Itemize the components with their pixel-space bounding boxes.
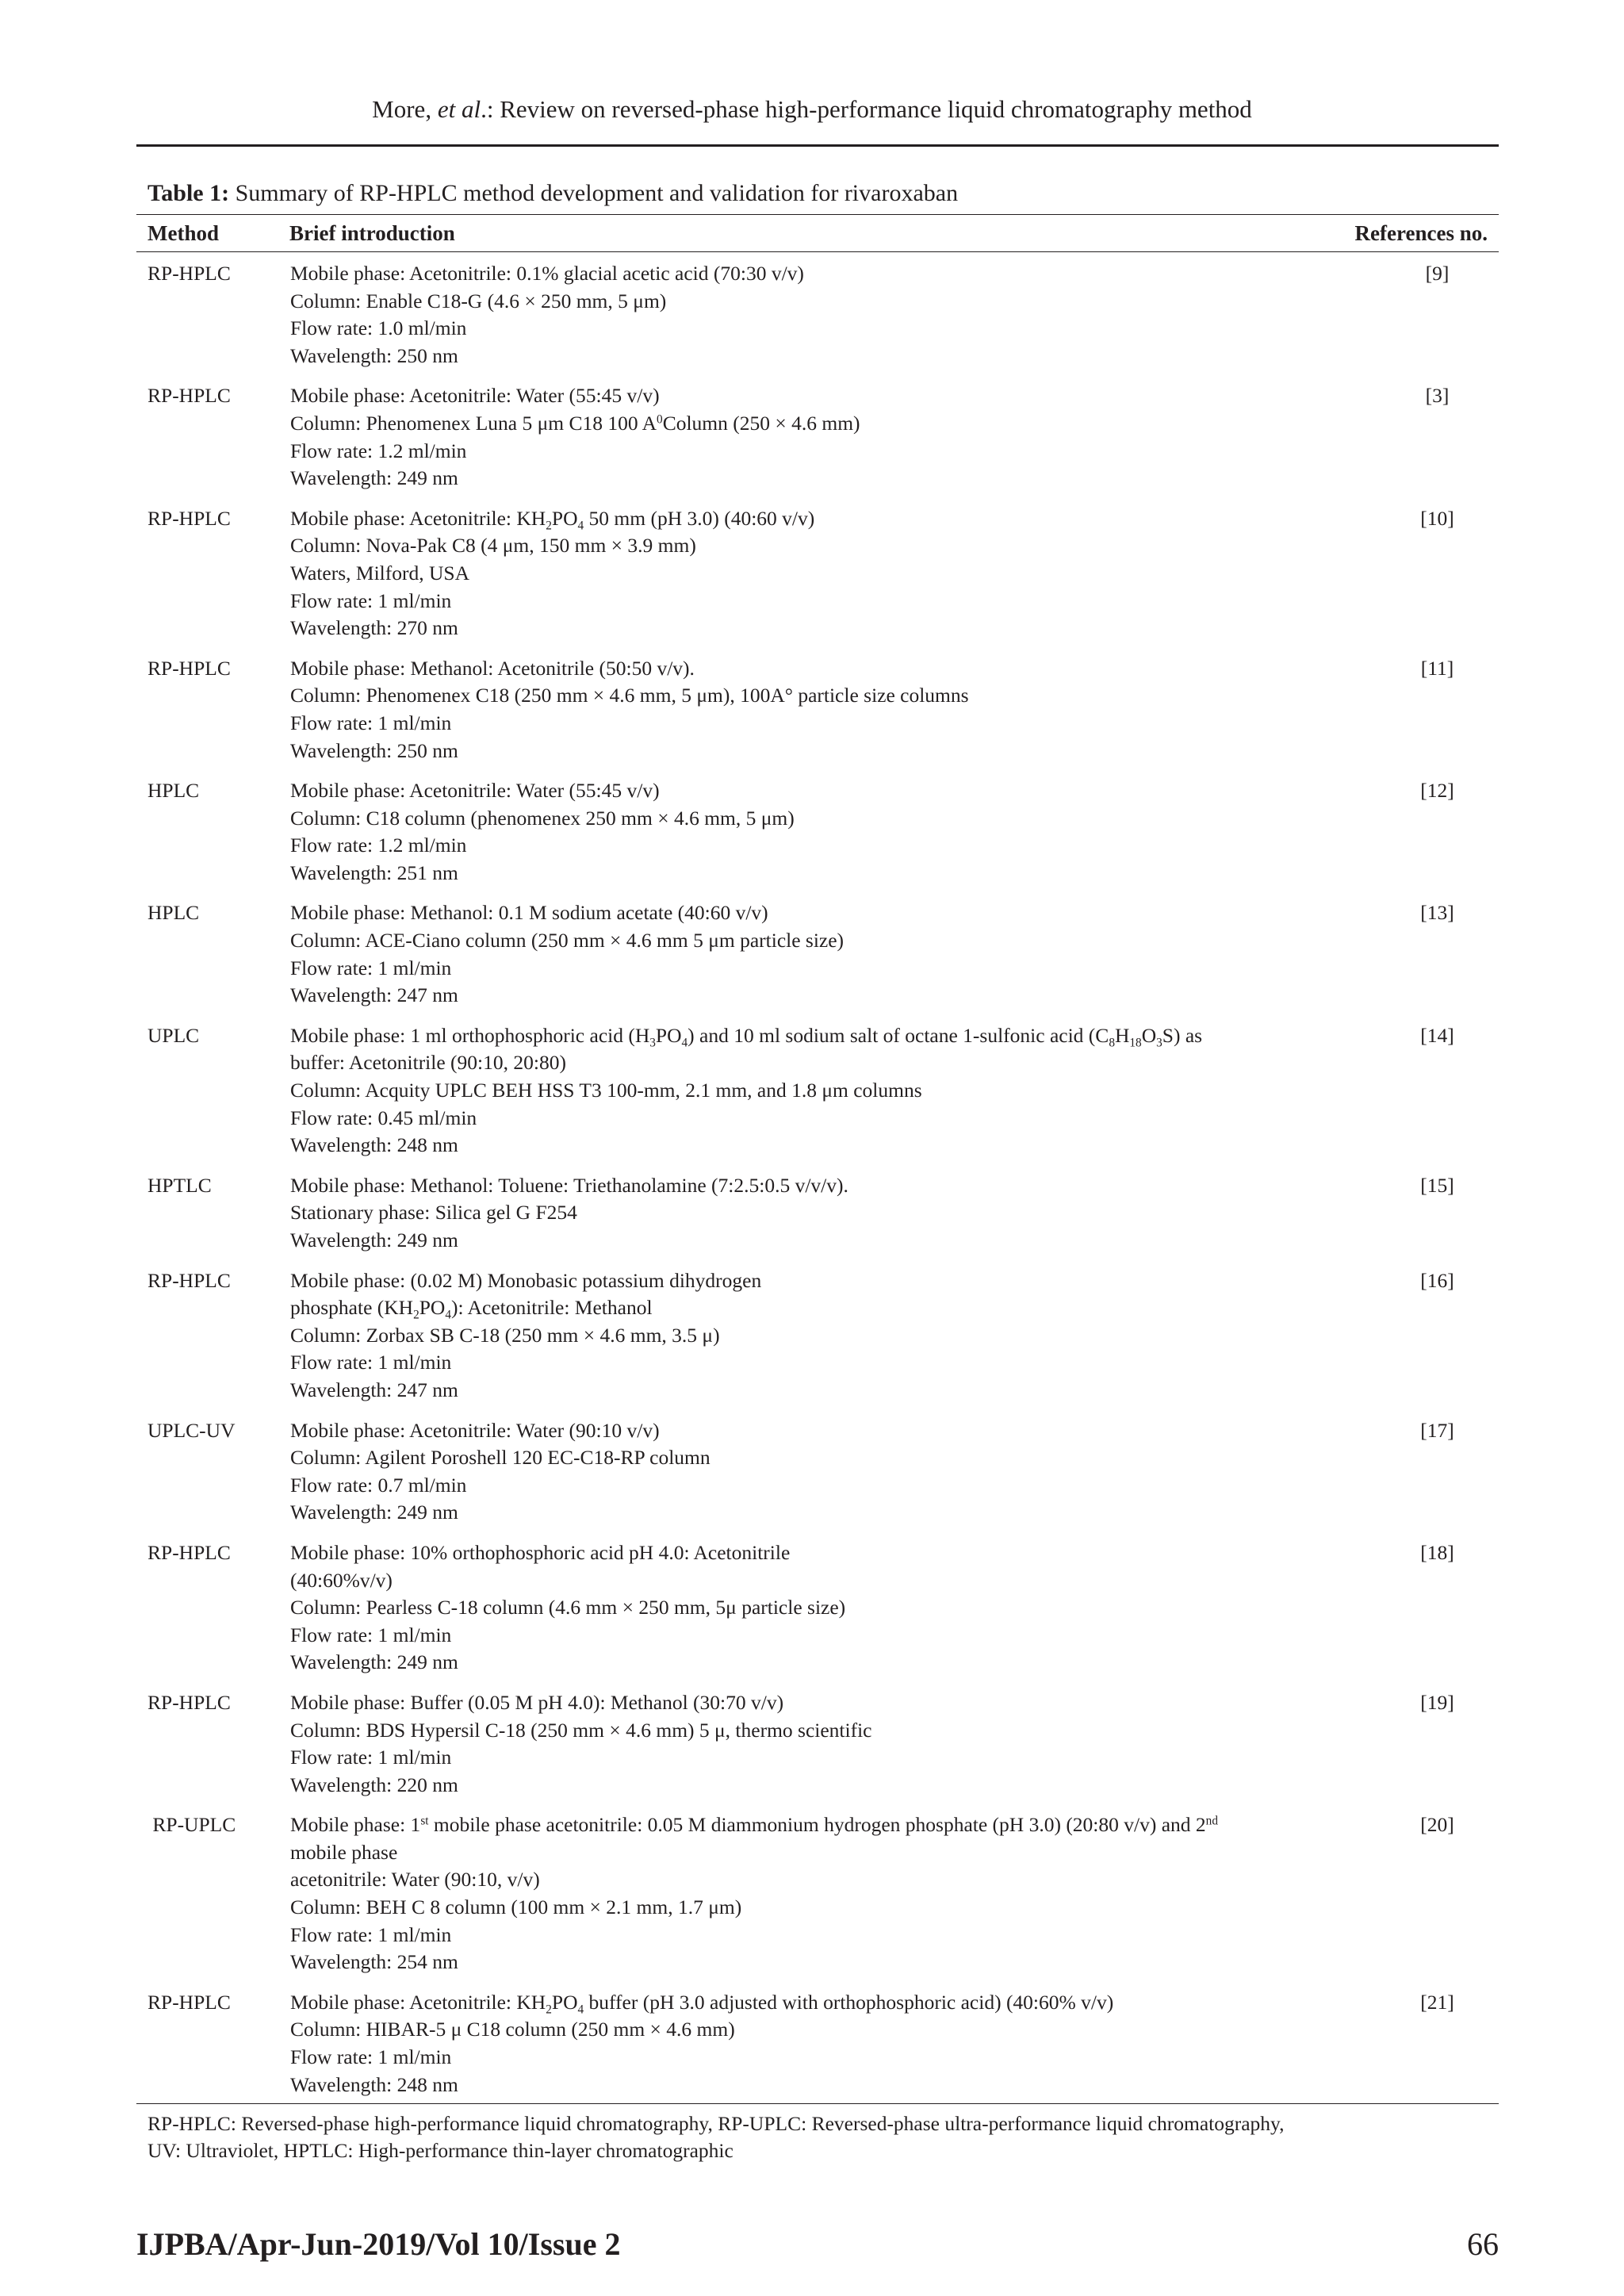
reference-cell: [13]	[1420, 901, 1454, 925]
introduction-line: Mobile phase: 1st mobile phase acetonitrile: 0.05 M diammonium hydrogen phosphate (pH 3.0) (20:80 v/v) and 2nd	[290, 1813, 1218, 1837]
table-row	[136, 1412, 1499, 1535]
introduction-line: Column: Zorbax SB C-18 (250 mm × 4.6 mm, 3.5 μ)	[290, 1323, 720, 1347]
method-cell: RP-HPLC	[147, 1540, 231, 1564]
introduction-line: Mobile phase: Methanol: Toluene: Triethanolamine (7:2.5:0.5 v/v/v).	[290, 1173, 848, 1197]
introduction-line: Flow rate: 1 ml/min	[290, 1922, 452, 1946]
introduction-line: Column: C18 column (phenomenex 250 mm × 4.6 mm, 5 μm)	[290, 806, 795, 830]
introduction-line: Wavelength: 254 nm	[290, 1950, 458, 1974]
introduction-line: Flow rate: 1 ml/min	[290, 711, 452, 734]
brief-introduction-cell	[289, 1018, 1305, 1167]
introduction-line: Flow rate: 1 ml/min	[290, 956, 452, 979]
column-header-intro: Brief introduction	[289, 215, 1305, 252]
method-cell: RP-HPLC	[136, 1984, 289, 2104]
introduction-line: Flow rate: 0.45 ml/min	[290, 1106, 477, 1129]
reference-cell: [21]	[1305, 1984, 1499, 2104]
introduction-line: phosphate $(KH_2PO_4)$: Acetonitrile: Methanol	[290, 1296, 653, 1322]
introduction-line: Wavelength: 270 nm	[290, 616, 458, 640]
reference-cell: [3]	[1425, 384, 1450, 408]
header-title: .: Review on reversed-phase high-performance liquid chromatography method	[481, 95, 1252, 123]
introduction-line: Mobile phase: Acetonitrile: Water (55:45 v/v)	[290, 384, 660, 408]
introduction-line: Mobile phase: Acetonitrile: Water (55:45 v/v)	[290, 779, 660, 803]
introduction-line: Mobile phase: Methanol: Acetonitrile (50:50 v/v).	[290, 656, 695, 680]
brief-introduction-cell	[289, 895, 1305, 1017]
caption-text: Summary of RP-HPLC method development and validation for rivaroxaban	[229, 180, 959, 206]
introduction-line: Column: Pearless C-18 column (4.6 mm × 250 mm, 5μ particle size)	[290, 1596, 846, 1619]
reference-cell: [10]	[1420, 506, 1454, 530]
introduction-line: mobile phase	[290, 1840, 398, 1864]
introduction-line: Wavelength: 250 nm	[290, 343, 458, 367]
header-authors: More,	[372, 95, 438, 123]
introduction-line: Column: BEH C 8 column (100 mm × 2.1 mm, 1.7 μm)	[290, 1895, 742, 1919]
introduction-line: Flow rate: 1.2 ml/min	[290, 439, 467, 462]
introduction-line: Flow rate: 1.2 ml/min	[290, 834, 467, 857]
introduction-line: Flow rate: 1 ml/min	[290, 1623, 452, 1646]
introduction-line: Mobile phase: Acetonitrile: Water (90:10 v/v)	[290, 1418, 660, 1442]
introduction-line: Mobile phase: Acetonitrile: $KH_2PO_4$ 50 mm (pH 3.0) (40:60 v/v)	[290, 506, 815, 533]
table-header-row	[136, 215, 1499, 252]
introduction-line: Mobile phase: 1 ml orthophosphoric acid $(H_3PO_4)$ and 10 ml sodium salt of octane 1-sulfonic acid $(C_8H_{18}O_3S)$ as	[290, 1023, 1203, 1050]
introduction-line: Wavelength: 220 nm	[290, 1773, 458, 1796]
method-cell: RP-HPLC	[147, 384, 231, 408]
reference-cell: [16]	[1420, 1268, 1454, 1292]
method-cell: HPLC	[147, 901, 200, 925]
introduction-line: Wavelength: 249 nm	[290, 466, 458, 490]
introduction-line: Wavelength: 249 nm	[290, 1650, 458, 1674]
reference-cell: [9]	[1425, 262, 1450, 285]
brief-introduction-cell	[289, 1167, 1305, 1263]
brief-introduction-cell	[289, 252, 1305, 378]
introduction-line: Wavelength: 247 nm	[290, 983, 458, 1007]
method-cell: HPTLC	[147, 1173, 212, 1197]
brief-introduction-cell	[289, 500, 1305, 650]
introduction-line: (40:60%v/v)	[290, 1568, 393, 1592]
header-rule	[136, 144, 1499, 147]
introduction-line: Column: ACE-Ciano column (250 mm × 4.6 mm 5 μm particle size)	[290, 929, 845, 953]
method-cell: RP-HPLC	[147, 262, 231, 285]
method-cell: HPLC	[147, 779, 200, 803]
table-row	[136, 500, 1499, 650]
reference-cell: [20]	[1420, 1813, 1454, 1837]
table-row	[136, 895, 1499, 1017]
method-cell: RP-HPLC	[147, 1690, 231, 1714]
brief-introduction-cell	[289, 1984, 1305, 2104]
introduction-line: Mobile phase: 10% orthophosphoric acid pH 4.0: Acetonitrile	[290, 1540, 791, 1564]
introduction-line: Wavelength: 248 nm	[290, 2072, 458, 2096]
introduction-line: Column: Phenomenex C18 (250 mm × 4.6 mm, 5 μm), 100A° particle size columns	[290, 684, 969, 707]
table-row	[136, 378, 1499, 500]
introduction-line: Flow rate: 1 ml/min	[290, 588, 452, 612]
page-number: 66	[1467, 2226, 1499, 2262]
introduction-line: Column: Phenomenex Luna 5 μm C18 100 $A^0Column$ (250 × 4.6 mm)	[290, 411, 860, 435]
table-caption	[136, 178, 1499, 209]
brief-introduction-cell	[289, 1412, 1305, 1535]
abbreviations-note	[136, 2110, 1499, 2164]
introduction-line: buffer: Acetonitrile (90:10, 20:80)	[290, 1051, 566, 1075]
table-row	[136, 1263, 1499, 1412]
introduction-line: Column: Enable C18-G (4.6 × 250 mm, 5 μm)	[290, 289, 667, 312]
table-row	[136, 252, 1499, 378]
reference-cell: [17]	[1420, 1418, 1454, 1442]
introduction-line: Mobile phase: Acetonitrile: $KH_2PO_4$ buffer (pH 3.0 adjusted with orthophosphoric acid) (40:60% v/v)	[290, 1990, 1114, 2017]
table-body	[136, 252, 1499, 2104]
brief-introduction-cell	[289, 772, 1305, 895]
introduction-line: Stationary phase: Silica gel G F254	[290, 1201, 577, 1225]
introduction-line: Waters, Milford, USA	[290, 561, 470, 585]
method-cell: RP-UPLC	[147, 1813, 236, 1837]
table-row	[136, 1535, 1499, 1685]
introduction-line: Column: HIBAR-5 μ C18 column (250 mm × 4.6 mm)	[290, 2018, 735, 2041]
brief-introduction-cell	[289, 1685, 1305, 1807]
abbreviations-line: UV: Ultraviolet, HPTLC: High-performance thin-layer chromatographic	[147, 2139, 733, 2163]
introduction-line: Column: Agilent Poroshell 120 EC-C18-RP column	[290, 1446, 710, 1470]
introduction-line: Flow rate: 1 ml/min	[290, 2045, 452, 2069]
table-row	[136, 1685, 1499, 1807]
brief-introduction-cell	[289, 1535, 1305, 1685]
reference-cell: [19]	[1420, 1690, 1454, 1714]
introduction-line: acetonitrile: Water (90:10, v/v)	[290, 1868, 540, 1892]
table-row	[136, 1807, 1499, 1984]
running-header	[0, 94, 1624, 125]
brief-introduction-cell	[289, 1263, 1305, 1412]
table-row	[136, 1984, 1499, 2104]
introduction-line: Wavelength: 247 nm	[290, 1378, 458, 1401]
introduction-line: Wavelength: 251 nm	[290, 861, 458, 884]
reference-cell: [14]	[1420, 1023, 1454, 1047]
introduction-line: Flow rate: 1.0 ml/min	[290, 316, 467, 340]
method-cell: UPLC	[147, 1023, 200, 1047]
introduction-line: Flow rate: 0.7 ml/min	[290, 1473, 467, 1497]
method-cell: UPLC-UV	[147, 1418, 236, 1442]
introduction-line: Wavelength: 248 nm	[290, 1133, 458, 1157]
abbreviations-line: RP-HPLC: Reversed-phase high-performance liquid chromatography, RP-UPLC: Reversed-phase ultra-performance liquid chromatography,	[147, 2112, 1285, 2136]
introduction-line: Flow rate: 1 ml/min	[290, 1351, 452, 1374]
brief-introduction-cell	[289, 650, 1305, 772]
introduction-line: Mobile phase: (0.02 M) Monobasic potassium dihydrogen	[290, 1268, 762, 1292]
table-row	[136, 1167, 1499, 1263]
introduction-line: Column: BDS Hypersil C-18 (250 mm × 4.6 mm) 5 μ, thermo scientific	[290, 1718, 872, 1742]
method-cell: RP-HPLC	[147, 656, 231, 680]
introduction-line: Mobile phase: Buffer (0.05 M pH 4.0): Methanol (30:70 v/v)	[290, 1690, 784, 1714]
table-row	[136, 1018, 1499, 1167]
table-container	[136, 178, 1499, 2164]
column-header-references: References no.	[1305, 215, 1499, 252]
method-cell: RP-HPLC	[147, 506, 231, 530]
introduction-line: Wavelength: 249 nm	[290, 1228, 458, 1251]
introduction-line: Column: Acquity UPLC BEH HSS T3 100-mm, 2.1 mm, and 1.8 μm columns	[290, 1079, 922, 1102]
introduction-line: Mobile phase: Acetonitrile: 0.1% glacial acetic acid (70:30 v/v)	[290, 262, 804, 285]
introduction-line: Column: Nova-Pak C8 (4 μm, 150 mm × 3.9 mm)	[290, 534, 696, 558]
table-row	[136, 772, 1499, 895]
summary-table	[136, 214, 1499, 2104]
reference-cell: [12]	[1420, 779, 1454, 803]
introduction-line: Mobile phase: Methanol: 0.1 M sodium acetate (40:60 v/v)	[290, 901, 768, 925]
reference-cell: [18]	[1420, 1540, 1454, 1564]
brief-introduction-cell	[289, 1807, 1305, 1984]
table-row	[136, 650, 1499, 772]
introduction-line: Flow rate: 1 ml/min	[290, 1746, 452, 1769]
introduction-line: Wavelength: 249 nm	[290, 1501, 458, 1524]
journal-footer: IJPBA/Apr-Jun-2019/Vol 10/Issue 2	[136, 2226, 621, 2262]
method-cell: RP-HPLC	[147, 1268, 231, 1292]
caption-label: Table 1:	[147, 180, 230, 206]
reference-cell: [11]	[1420, 656, 1454, 680]
introduction-line: Wavelength: 250 nm	[290, 738, 458, 762]
reference-cell: [15]	[1420, 1173, 1454, 1197]
column-header-method: Method	[136, 215, 289, 252]
brief-introduction-cell	[289, 378, 1305, 500]
header-etal: et al	[437, 95, 481, 123]
